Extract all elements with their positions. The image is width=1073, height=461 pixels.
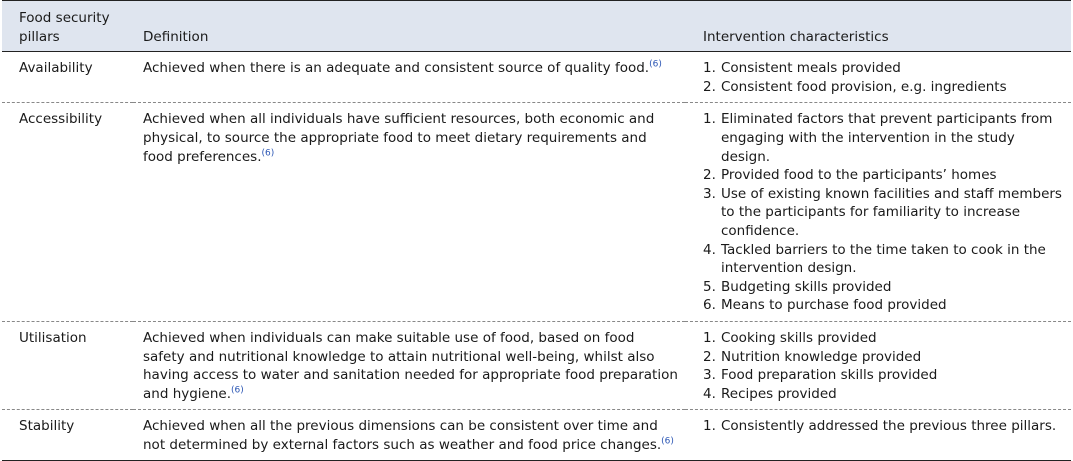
list-item-text: Means to purchase food provided	[721, 297, 947, 314]
list-item-text: Cooking skills provided	[721, 329, 877, 346]
list-item-text: Consistent food provision, e.g. ingredients	[721, 78, 1007, 95]
list-item: 2. Provided food to the participants’ homes	[703, 167, 997, 184]
pillar-cell: Utilisation	[19, 329, 87, 346]
table-header	[2, 1, 1071, 52]
header-definition: Definition	[143, 28, 209, 45]
list-item: 4. Tackled barriers to the time taken to cook in the intervention design.	[703, 241, 1046, 277]
definition-cell	[133, 103, 685, 322]
intervention-list	[703, 110, 1065, 315]
table-row	[2, 52, 1071, 103]
intervention-cell	[685, 321, 1071, 409]
pillar-cell: Accessibility	[19, 111, 103, 128]
table-row	[2, 103, 1071, 322]
food-security-table	[2, 0, 1071, 461]
definition-text: Achieved when individuals can make suitable use of food, based on food safety and nutritional knowledge to attain nutritional well-being, whilst also having access to water and sanitation needed for appropriate food preparation and hygiene.	[143, 329, 678, 402]
intervention-cell	[685, 52, 1071, 103]
list-item-text: Consistently addressed the previous three pillars.	[721, 418, 1057, 435]
list-item-text: Tackled barriers to the time taken to cook in the intervention design.	[721, 241, 1046, 277]
list-item-text: Consistent meals provided	[721, 60, 901, 77]
citation-link[interactable]: (6)	[661, 436, 674, 447]
list-item: 1. Consistently addressed the previous three pillars.	[703, 418, 1057, 435]
table-body	[2, 52, 1071, 461]
list-item: 2. Nutrition knowledge provided	[703, 348, 922, 365]
list-item-text: Eliminated factors that prevent participants from engaging with the intervention in the study design.	[721, 111, 1053, 165]
list-item: 6. Means to purchase food provided	[703, 297, 947, 314]
definition-text: Achieved when there is an adequate and consistent source of quality food.	[143, 60, 650, 77]
list-item-text: Food preparation skills provided	[721, 367, 938, 384]
list-item: 3. Use of existing known facilities and staff members to the participants for familiarity to increase confidence.	[703, 185, 1062, 239]
list-item-text: Provided food to the participants’ homes	[721, 167, 997, 184]
intervention-list	[703, 417, 1065, 436]
citation-link[interactable]: (6)	[261, 148, 275, 159]
table-row	[2, 410, 1071, 461]
list-item: 5. Budgeting skills provided	[703, 278, 892, 295]
definition-cell	[133, 52, 685, 103]
list-item-text: Recipes provided	[721, 385, 837, 402]
list-item: 4. Recipes provided	[703, 385, 837, 402]
list-item: 1. Cooking skills provided	[703, 329, 877, 346]
intervention-list	[703, 329, 1065, 403]
header-pillars: Food security pillars	[19, 10, 110, 45]
pillar-cell: Availability	[19, 60, 93, 77]
intervention-cell	[685, 410, 1071, 461]
pillar-cell: Stability	[19, 418, 75, 435]
list-item: 3. Food preparation skills provided	[703, 367, 938, 384]
list-item: 1. Consistent meals provided	[703, 60, 901, 77]
definition-text: Achieved when all individuals have sufficient resources, both economic and physical, to source the appropriate food to meet dietary requirements and food preferences.	[143, 111, 655, 165]
definition-cell	[133, 321, 685, 409]
list-item-text: Nutrition knowledge provided	[721, 348, 922, 365]
citation-link[interactable]: (6)	[231, 385, 244, 396]
list-item: 1. Eliminated factors that prevent participants from engaging with the intervention in the study design.	[703, 111, 1053, 165]
header-intervention: Intervention characteristics	[703, 28, 889, 45]
table-row	[2, 321, 1071, 409]
intervention-list	[703, 59, 1065, 96]
definition-text: Achieved when all the previous dimensions can be consistent over time and not determined by external factors such as weather and food price changes.	[143, 418, 662, 453]
list-item-text: Use of existing known facilities and staff members to the participants for familiarity to increase confidence.	[721, 185, 1062, 239]
header-row	[2, 1, 1071, 52]
definition-cell	[133, 410, 685, 461]
list-item: 2. Consistent food provision, e.g. ingredients	[703, 78, 1007, 95]
citation-link[interactable]: (6)	[649, 59, 662, 70]
intervention-cell	[685, 103, 1071, 322]
list-item-text: Budgeting skills provided	[721, 278, 892, 295]
